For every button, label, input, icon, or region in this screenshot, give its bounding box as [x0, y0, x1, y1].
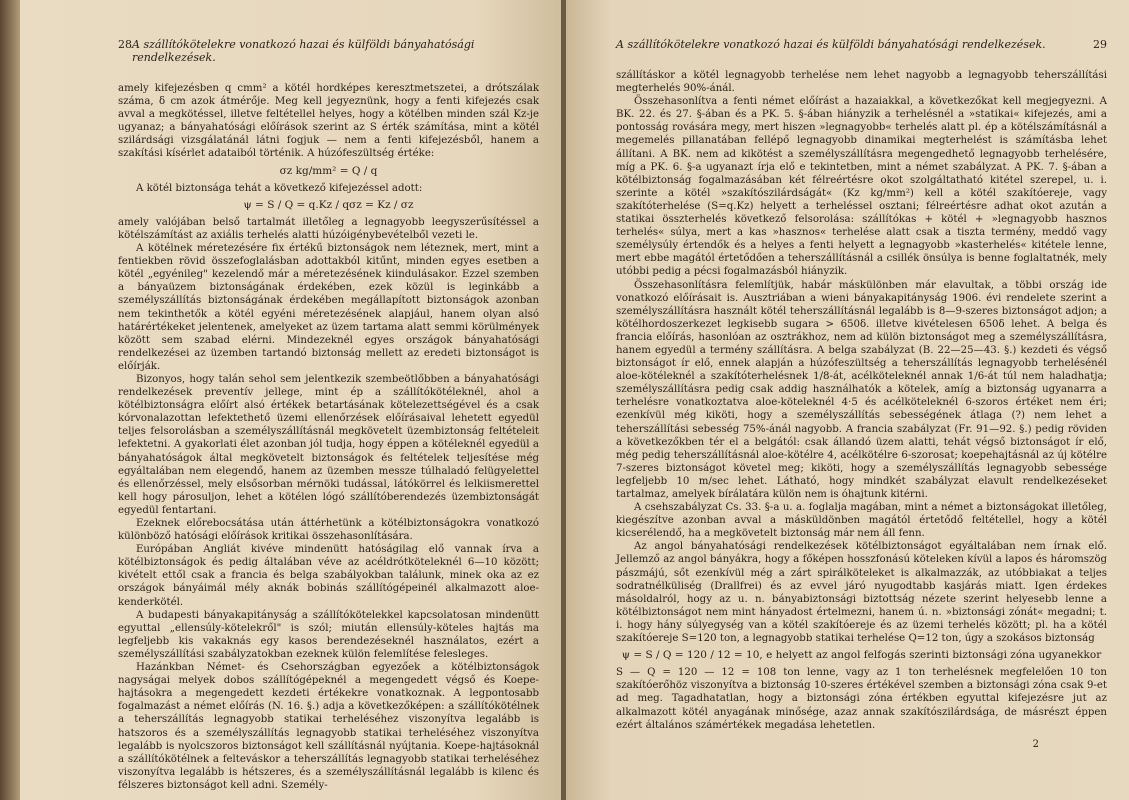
paragraph: S — Q = 120 — 12 = 108 ton lenne, vagy az 1 ton terhelésnek megfelelően 10 ton szakítóerőhöz viszonyítva a biztonság 10-szeres értékével szemben a biztonsági zóna csak 9-et ad meg. Tagadhatatlan, hogy a biztonsági zóna értékben egyuttal kifejezésre jut az alkalmazott kötél anyagának minősége, azaz annak szakítószilárdsága, de másrészt éppen ezért általános számértékek megadása lehetetlen. [616, 667, 1107, 731]
right-page [566, 0, 1129, 800]
formula: σz kg/mm² = Q / q [279, 164, 378, 177]
left-body [118, 82, 539, 792]
paragraph: Összehasonlításra felemlítjük, habár máskülönben már elavultak, a többi ország ide vonatkozó előírásait is. Ausztriában a wieni bányakapitányság 1906. évi rendelete szerint a személyszállításra használt kötél teherszállításnál legalább is 8—9-szeres biztonságot adjon; a kötélhordoszerkezet legkisebb sugara > 650δ. illetve kivételesen 650δ lehet. A belga és francia előírás, hasonlóan az osztrákhoz, nem ad külön biztonságot meg a személyszállításra, hanem egyedül a termény szállításra. A belga szabályzat (B. 22—25—43. §.) kezdeti és végső biztonságot ír elő, ennek alapján a húzófeszültség a teherszállítás legnagyobb terhelésénél aloe-kötéleknél a szakítóterhelésnek 1/8-át, acélköteleknél annak 1/6-át túl nem haladhatja; személyszállításra pedig csak addig használhatók a kötelek, amíg a biztonság ugyanarra a terhelésre vonatkoztatva aloe-köteleknél 4·5 és acélköteleknél 6-szoros értéket nem éri; ezenkívül még kiköti, hogy a személyszállítás sebességének átlaga (?) nem lehet a teherszállítási sebesség 75%-ánál nagyobb. A francia szabályzat (Fr. 91—92. §.) pedig röviden a következőkben tér el a belgától: csak állandó üzem alatti, tehát végső biztonságot ír elő, még pedig teherszállításnál aloe-kötélre 4, acélkötélre 6-szorosat; koepehajtásnál az új kötélre 7-szeres biztonságot követel meg; kiköti, hogy a személyszállítás legnagyobb sebessége legfeljebb 10 m/sec lehet. Látható, hogy mindkét szabályzat elavult rendelkezéseket tartalmaz, amelyek bírálatára külön nem is óhajtunk kitérni. [616, 279, 1107, 500]
paragraph: amely kifejezésben q cmm² a kötél hordképes keresztmetszetei, a drótszálak száma, δ cm azok átmérője. Meg kell jegyeznünk, hogy a fenti kifejezés csak avval a megkötéssel, illetve feltétellel helyes, hogy a kötélben minden szál Kz-je ugyanaz; a bányahatósági előírások szerint az S érték számítása, mint a kötél szilárdsági vizsgálatánál látni fogjuk — nem a fenti kifejezésből, hanem a szakítási kísérlet adataiból történik. A húzófeszültség értéke: [118, 83, 539, 160]
formula: ψ = S / Q = q.Kz / qσz = Kz / σz [243, 198, 414, 211]
paragraph: Hazánkban Német- és Csehországban egyezőek a kötélbiztonságok nagyságai melyek dobos szállítógépeknél a megengedett végső és Koepe-hajtásokra a megengedett kezdeti értékekre vonatkoznak. A legpontosabb fogalmazást a német előírás (N. 16. §.) adja a következőképen: a szállítókötélnek a teherszállítás legnagyobb statikai terheléséhez viszonyítva legalább is hatszoros és a személyszállítás legnagyobb statikai terheléséhez viszonyítva legalább is nyolcszoros biztonságot kell szállításnál nyújtania. Koepe-hajtásoknál a szállítókötélnek a felteváskor a teherszállítás legnagyobb statikai terheléséhez viszonyítva legalább is hétszeres, és a személyszállításnál legalább is kilenc és félszeres biztonságot kell adni. Személy- [118, 662, 539, 791]
paragraph: Ezeknek előrebocsátása után áttérhetünk a kötélbiztonságokra vonatkozó különböző hatósági előírások kritikai összehasonlítására. [118, 518, 539, 543]
paragraph: Az angol bányahatósági rendelkezések kötélbiztonságot egyáltalában nem írnak elő. Jellemző az angol bányákra, hogy a főképen hosszfonású köteleken kívül a lapos és háromszög pászmájú, sőt ezenkívül még a zárt spirálköteleket is alkalmazzák, az utóbbiakat a teljes sodratnélküliség (Drallfrei) és az evvel járó nyugodtabb kasjárás miatt. Igen érdekes másoldalról, hogy az u. n. bányabiztonsági biztottság nézete szerint helyesebb lenne a kötélbiztonságot nem mint hányadost értelmezni, hanem ú. n. »biztonsági zónát« megadni; t. i. hogy hány súlyegység van a kötél szakítóereje és az üzemi terhelés között; pl. ha a kötél szakítóereje S=120 ton, a legnagyobb statikai terhelése Q=12 ton, úgy a szokásos biztonság [616, 541, 1107, 645]
paragraph: Bizonyos, hogy talán sehol sem jelentkezik szembeötlőbben a bányahatósági rendelkezések preventív jellege, mint ép a szállítókötéleknél, ahol a kötélbiztonságra előírt alsó értékek betartásának kötelezettségével és a csak kórvonalazottan lefektethető üzemi ellenőrzések előírásaival lehetett egyedül teljes felsorolásban a személyszállításnál megkövetelt üzembiztonság feltételeit lefektetni. A gyakorlati élet azonban jól tudja, hogy éppen a kötéleknél egyedül a bányahatóságok által megkövetelt biztonságok és feltételek teljesítése még egyáltalában nem elegendő, hanem az üzemben messze túlhaladó felügyelettel és ellenőrzéssel, mely elsősorban mérnöki tudással, látókörrel és lelkiismerettel kell hogy párosuljon, lehet a kötélen lógó szállítóberendezés üzembiztonságát egyedül fentartani. [118, 373, 539, 516]
paragraph: amely valójában belső tartalmát illetőleg a legnagyobb leegyszerűsítéssel a kötélszámítást az axiális terhelés alatti húzóigénybevételből vezeti le. [118, 216, 539, 241]
signature-mark: 2 [1032, 739, 1039, 750]
right-header-title: A szállítókötelekre vonatkozó hazai és külföldi bányahatósági rendelkezések. [616, 38, 1046, 51]
left-header-title: A szállítókötelekre vonatkozó hazai és külföldi bányahatósági rendelkezések. [132, 38, 475, 64]
paragraph: A csehszabályzat Cs. 33. §-a u. a. foglalja magában, mint a német a biztonságokat illetőleg, kiegészítve azonban avval a másküldönben magától értetődő feltétellel, hogy a kötél kicserélendő, ha a megkövetelt biztonság már nem áll fenn. [616, 502, 1107, 540]
right-body [616, 69, 1107, 732]
right-running-header [616, 38, 1107, 51]
paragraph: Európában Angliát kivéve mindenütt hatóságilag elő vannak írva a kötélbiztonságok és pedig általában véve az acéldrótköteleknél 6—10 között; kivételt ettől csak a francia és belga szabályokban találunk, minek oka az ez országok bányáimál mély aknák bobinás szállítógépeinél alkalmazott aloe-kenderkötél. [118, 544, 539, 608]
left-page-number: 28 [118, 38, 132, 51]
paragraph: A kötélnek méretezésére fix értékű biztonságok nem léteznek, mert, mint a fentiekben rövid összefoglalásban adottakból kitűnt, minden egyes esetben a kötél „egyénileg" kezelendő már a méretezésének kiindulásakor. Ezzel szemben a bányaüzem biztonságának érdekében, ezek közül is leginkább a személyszállítás biztonságának érdekében megállapított biztonságok azonban nem tekinthetők a kötél egyéni méretezésének alapjául, hanem olyan alsó határértékeket jelentenek, amelyeket az üzem tartama alatt semmi körülmények között sem szabad elérni. Mindezeknél egyes országok bányahatósági rendelkezései az üzemben tartandó biztonság mellett az eredeti biztonságot is előírják. [118, 243, 539, 372]
left-running-header [118, 38, 539, 64]
paragraph: Összehasonlítva a fenti német előírást a hazaiakkal, a következőkat kell megjegyezni. A BK. 22. és 27. §-ában és a PK. 5. §-ában hiányzik a terhelésnél a »statikai« kifejezés, ami a pontosság rovására megy, mert hiszen »legnagyobb« terhelés alatt pl. ép a kötélszámításnál a megemelés pillanatában fellépő legnagyobb dinamikai megterhelést is számításba lehet állítani. A BK. nem ad kikötést a személyszállításra megengedhető legnagyobb terhelésére, míg a PK. 6. §-a ugyanazt írja elő e tekintetben, mint a német szabályzat. A PK. 7. §-ában a kötélbiztonság fogalmazásában két félreértésre okot szolgáltatható kitétel szerepel, u. i. szerinte a kötél »szakítószilárdságát« (Kz kg/mm²) kell a kötél szakítóereje, vagy szakítóterhelése (S=q.Kz) helyett a terheléssel osztani; félreértésre adhat okot azután a statikai összterhelés következő felsorolása: szállítókas + kötél + »legnagyobb hasznos terhelés« súlya, mert a kas »hasznos« terhelése alatt csak a tiszta termény, meddő vagy személysúly értendők és a helyes a fenti helyett a legnagyobb »kasterhelés« kitétele lenne, mert ebbe magától értetődően a teherszállításnál a csillék önsúlya is benne foglaltatnék, mely utóbbi pedig a pécsi fogalmazásból hiányzik. [616, 96, 1107, 278]
formula: ψ = S / Q = 120 / 12 = 10, e helyett az angol felfogás szerinti biztonsági zóna ugyanekkor [621, 649, 1102, 662]
page-edge [0, 0, 20, 800]
right-page-number: 29 [1093, 38, 1107, 51]
left-page [0, 0, 561, 800]
paragraph: szállításkor a kötél legnagyobb terhelése nem lehet nagyobb a legnagyobb teherszállítási megterhelés 90%-ánál. [616, 70, 1107, 95]
paragraph: A budapesti bányakapitányság a szállítókötelekkel kapcsolatosan mindenütt egyuttal „ellensúly-kötelekről" is szól; miután ellensúly-köteles hajtás ma legfeljebb kis vakaknás egy kasos berendezéseknél használatos, ezért a személyszállítási szabályzatokban ezeknek külön felemlítése felesleges. [118, 609, 539, 660]
paragraph: A kötél biztonsága tehát a következő kifejezéssel adott: [136, 182, 423, 194]
